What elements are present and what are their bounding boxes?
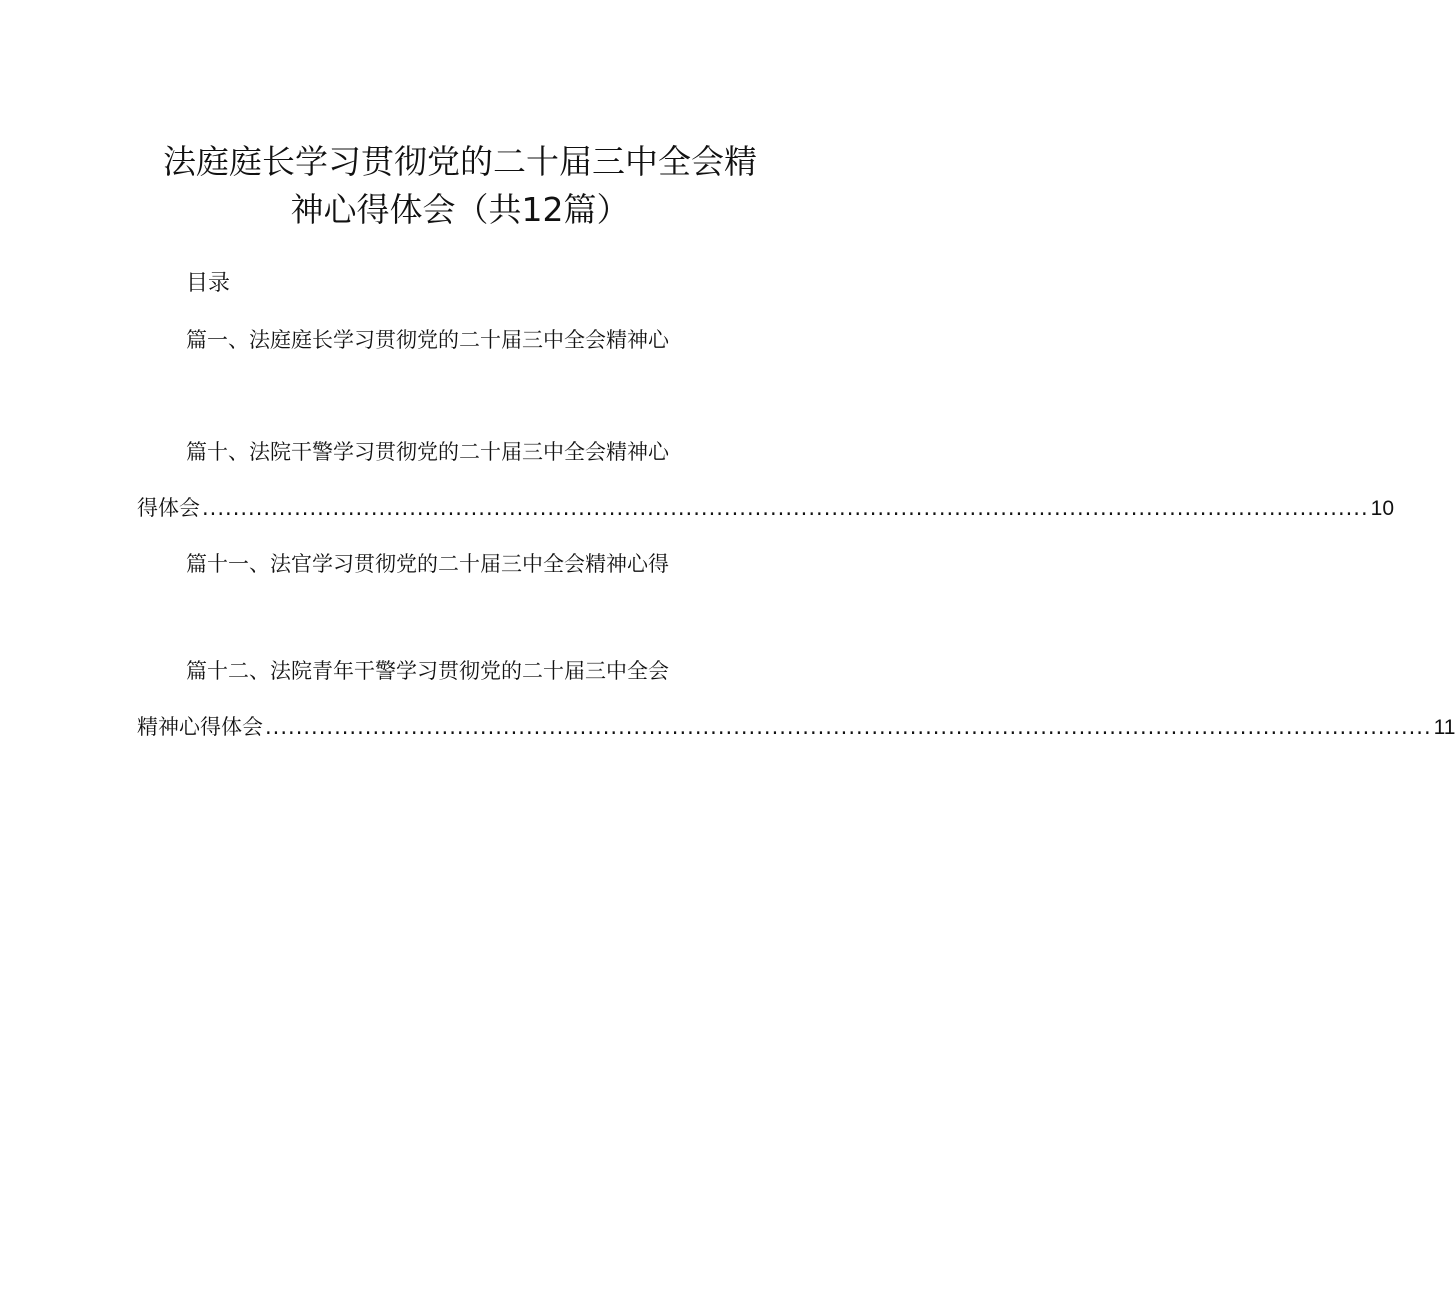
toc-heading: 目录: [186, 271, 231, 296]
toc-entry-12-text: 精神心得体会: [137, 715, 263, 739]
toc-entry-12-line-1[interactable]: 篇十二、法院青年干警学习贯彻党的二十届三中全会: [186, 659, 669, 683]
document-title-line-2: 神心得体会（共12篇）: [290, 190, 630, 229]
toc-entry-10-line-2[interactable]: [137, 492, 1395, 522]
toc-entry-10-page-number: 10: [1370, 497, 1395, 520]
dot-leader: ........................................................................................................................................................: [202, 496, 1369, 520]
toc-entry-12-page-number: 11: [1433, 716, 1455, 739]
document-title-line-1: 法庭庭长学习贯彻党的二十届三中全会精: [163, 142, 757, 181]
toc-entry-10-line-1[interactable]: 篇十、法院干警学习贯彻党的二十届三中全会精神心: [186, 440, 669, 464]
toc-entry-11[interactable]: 篇十一、法官学习贯彻党的二十届三中全会精神心得: [186, 552, 669, 576]
toc-entry-10-text: 得体会: [137, 496, 200, 520]
toc-entry-1[interactable]: 篇一、法庭庭长学习贯彻党的二十届三中全会精神心: [186, 328, 669, 352]
dot-leader: ........................................................................................................................................................: [265, 715, 1432, 739]
toc-entry-12-line-2[interactable]: [137, 711, 1455, 741]
